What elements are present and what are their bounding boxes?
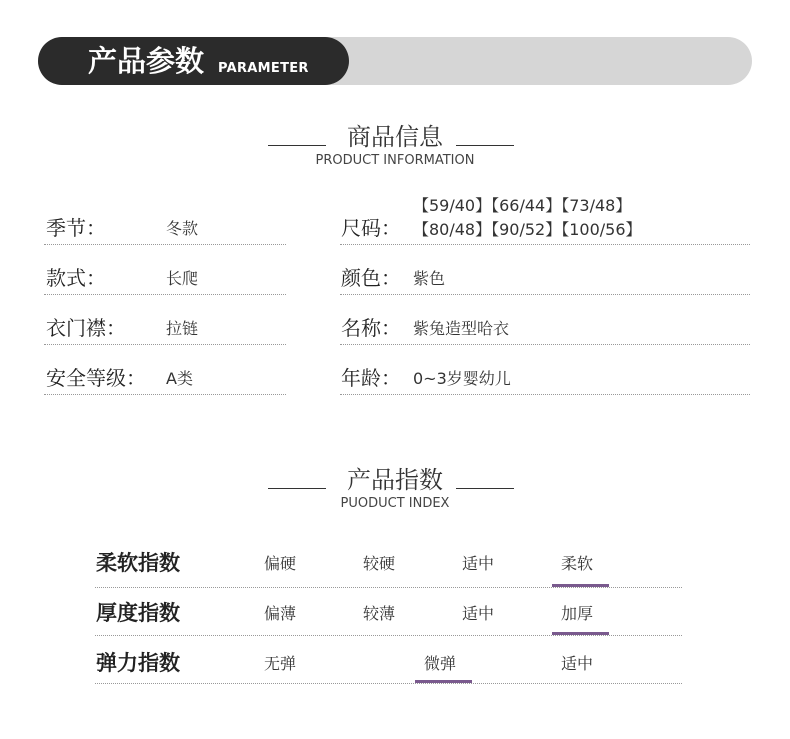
age-value: 0~3岁婴幼儿	[413, 369, 511, 388]
size-values-line1: 【59/40】【66/44】【73/48】	[413, 196, 632, 215]
placket-label: 衣门襟：	[46, 316, 126, 340]
softness-index-label: 柔软指数	[96, 551, 180, 575]
softness-divider	[95, 587, 682, 588]
thickness-option: 适中	[462, 604, 495, 623]
style-label: 款式：	[46, 266, 106, 290]
safety-value: A类	[166, 369, 193, 388]
size-divider	[340, 244, 750, 245]
softness-option: 较硬	[363, 554, 396, 573]
softness-option: 适中	[462, 554, 495, 573]
index-section-title: 产品指数	[347, 466, 443, 494]
elasticity-option-selected: 微弹	[424, 654, 457, 673]
softness-option-selected: 柔软	[561, 554, 594, 573]
color-value: 紫色	[413, 269, 446, 288]
thickness-divider	[95, 635, 682, 636]
size-values-line2: 【80/48】【90/52】【100/56】	[413, 220, 642, 239]
thickness-option-selected: 加厚	[561, 604, 594, 623]
placket-divider	[44, 344, 286, 345]
header-title-en: PARAMETER	[218, 61, 309, 76]
season-value: 冬款	[166, 219, 199, 238]
name-divider	[340, 344, 750, 345]
safety-label: 安全等级：	[46, 366, 146, 390]
thickness-option: 较薄	[363, 604, 396, 623]
style-divider	[44, 294, 286, 295]
safety-divider	[44, 394, 286, 395]
age-divider	[340, 394, 750, 395]
info-section-subtitle: PRODUCT INFORMATION	[315, 153, 475, 168]
style-value: 长爬	[166, 269, 199, 288]
name-value: 紫兔造型哈衣	[413, 319, 510, 338]
thickness-option: 偏薄	[264, 604, 297, 623]
info-title-line-right	[456, 145, 514, 146]
header-title-cn: 产品参数	[88, 44, 205, 78]
name-label: 名称：	[341, 316, 401, 340]
elasticity-divider	[95, 683, 682, 684]
info-section-title: 商品信息	[347, 123, 443, 151]
season-label: 季节：	[46, 216, 106, 240]
softness-option: 偏硬	[264, 554, 297, 573]
index-section-subtitle: PUODUCT INDEX	[340, 496, 450, 511]
placket-value: 拉链	[166, 319, 199, 338]
color-divider	[340, 294, 750, 295]
elasticity-option: 无弹	[264, 654, 297, 673]
elasticity-option: 适中	[561, 654, 594, 673]
season-divider	[44, 244, 286, 245]
color-label: 颜色：	[341, 266, 401, 290]
thickness-index-label: 厚度指数	[96, 601, 180, 625]
age-label: 年龄：	[341, 366, 401, 390]
elasticity-index-label: 弹力指数	[96, 651, 180, 675]
index-title-line-right	[456, 488, 514, 489]
size-label: 尺码：	[341, 216, 401, 240]
